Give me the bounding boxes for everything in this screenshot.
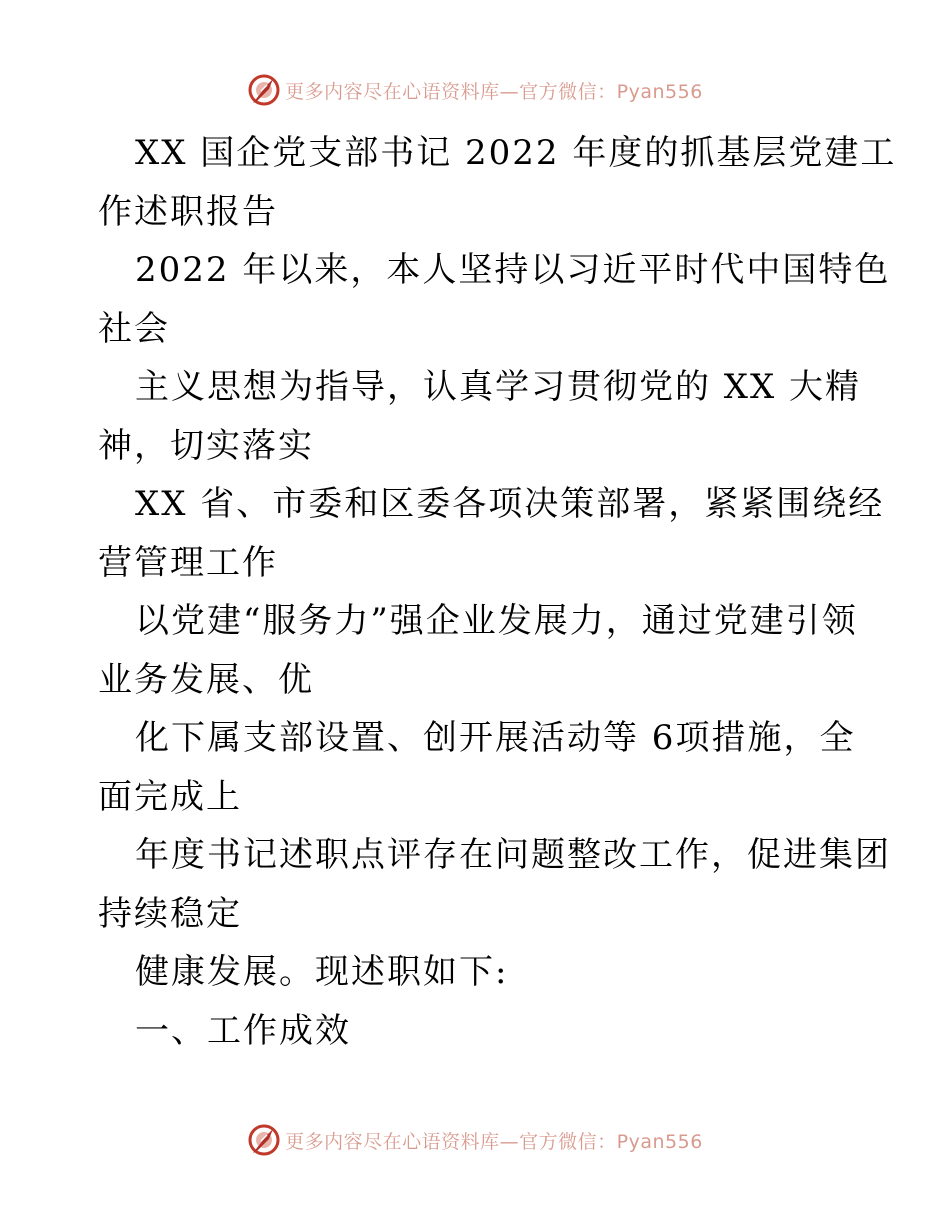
quill-pen-logo-icon bbox=[247, 1123, 281, 1157]
document-body bbox=[98, 124, 897, 1060]
paragraph-line: XX 省、市委和区委各项决策部署，紧紧围绕经 bbox=[135, 484, 885, 524]
watermark-text: 更多内容尽在心语资料库—官方微信：Pyan556 bbox=[285, 1130, 703, 1153]
paragraph-line: 业务发展、优 bbox=[98, 659, 314, 700]
quill-pen-logo-icon bbox=[247, 73, 281, 107]
header-watermark bbox=[0, 70, 950, 110]
paragraph-line: 面完成上 bbox=[98, 776, 242, 817]
paragraph-line: 化下属支部设置、创开展活动等 6项措施，全 bbox=[135, 718, 856, 758]
footer-watermark bbox=[0, 1120, 950, 1160]
paragraph-line: 2022 年以来，本人坚持以习近平时代中国特色 bbox=[135, 250, 891, 290]
paragraph-line: 以党建“服务力”强企业发展力，通过党建引领 bbox=[135, 601, 858, 641]
paragraph-line: 健康发展。现述职如下: bbox=[135, 952, 509, 992]
title-line-2: 作述职报告 bbox=[98, 191, 278, 232]
paragraph-line: 年度书记述职点评存在问题整改工作，促进集团 bbox=[135, 835, 891, 875]
paragraph-line: 主义思想为指导，认真学习贯彻党的 XX 大精 bbox=[135, 367, 862, 407]
watermark-text: 更多内容尽在心语资料库—官方微信：Pyan556 bbox=[285, 80, 703, 103]
section-heading: 一、工作成效 bbox=[135, 1010, 351, 1051]
paragraph-line: 营管理工作 bbox=[98, 542, 278, 583]
title-line-1: XX 国企党支部书记 2022 年度的抓基层党建工 bbox=[135, 133, 897, 173]
paragraph-line: 社会 bbox=[98, 308, 170, 349]
paragraph-line: 神，切实落实 bbox=[98, 425, 314, 466]
paragraph-line: 持续稳定 bbox=[98, 893, 242, 934]
